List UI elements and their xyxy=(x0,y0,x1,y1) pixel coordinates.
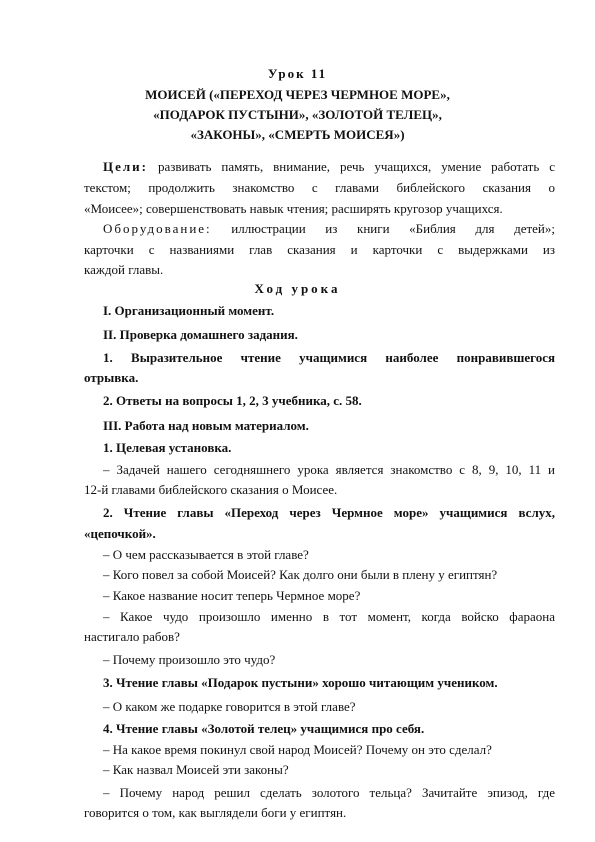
body-text-line: – Как назвал Моисей эти законы? xyxy=(103,762,289,777)
body-text-line: 12-й главами библейского сказания о Моисее. xyxy=(84,482,338,497)
body-text-line: настигало рабов? xyxy=(84,629,180,644)
body-text-line: – Кого повел за собой Моисей? Как долго они были в плену у египтян? xyxy=(103,567,498,582)
equipment-label: Оборудование: xyxy=(103,221,212,236)
body-text-line: – О чем рассказывается в этой главе? xyxy=(103,547,309,562)
progress-title: Ход урока xyxy=(254,281,341,296)
lesson-number: Урок 11 xyxy=(267,66,328,81)
section-heading-line: 1. Выразительное чтение учащимися наиболее понравившегося xyxy=(103,350,555,365)
section-heading-line: 4. Чтение главы «Золотой телец» учащимися про себя. xyxy=(103,721,425,736)
body-text-line: говорится о том, как выглядели боги у египтян. xyxy=(84,805,347,820)
section-heading-line: 2. Ответы на вопросы 1, 2, 3 учебника, с. 58. xyxy=(103,393,362,408)
body-text-line: – О каком же подарке говорится в этой главе? xyxy=(103,699,356,714)
equipment-line-2: карточки с названиями глав сказания и карточки с выдержками из xyxy=(84,242,555,257)
section-heading-line: отрывка. xyxy=(84,370,139,385)
equipment-line-3: каждой главы. xyxy=(84,262,164,277)
lesson-title-line-1: МОИСЕЙ («ПЕРЕХОД ЧЕРЕЗ ЧЕРМНОЕ МОРЕ», xyxy=(145,87,450,102)
goals-label: Цели: xyxy=(103,159,148,174)
body-text-line: – На какое время покинул свой народ Моисей? Почему он это сделал? xyxy=(103,742,492,757)
equipment-line-1 xyxy=(103,221,555,237)
body-text-line: – Какое название носит теперь Чермное море? xyxy=(103,588,361,603)
section-heading-line: I. Организационный момент. xyxy=(103,303,275,318)
goals-line-1 xyxy=(103,159,555,175)
section-heading-line: 1. Целевая установка. xyxy=(103,440,232,455)
body-text-line: – Какое чудо произошло именно в тот момент, когда войско фараона xyxy=(103,609,555,624)
goals-text-1: развивать память, внимание, речь учащихся, умение работать с xyxy=(157,159,555,174)
lesson-title-line-3: «ЗАКОНЫ», «СМЕРТЬ МОИСЕЯ») xyxy=(190,127,405,142)
section-heading-line: 3. Чтение главы «Подарок пустыни» хорошо читающим учеником. xyxy=(103,675,498,690)
body-text-line: – Почему народ решил сделать золотого тельца? Зачитайте эпизод, где xyxy=(103,785,555,800)
section-heading-line: III. Работа над новым материалом. xyxy=(103,418,309,433)
section-heading-line: II. Проверка домашнего задания. xyxy=(103,327,298,342)
body-text-line: – Задачей нашего сегодняшнего урока является знакомство с 8, 9, 10, 11 и xyxy=(103,462,555,477)
body-text-line: – Почему произошло это чудо? xyxy=(103,652,276,667)
lesson-title-line-2: «ПОДАРОК ПУСТЫНИ», «ЗОЛОТОЙ ТЕЛЕЦ», xyxy=(153,107,442,122)
section-heading-line: «цепочкой». xyxy=(84,526,156,541)
equipment-text-1: иллюстрации из книги «Библия для детей»; xyxy=(231,221,555,236)
goals-line-3: «Моисее»; совершенствовать навык чтения; расширять кругозор учащихся. xyxy=(84,201,503,216)
goals-line-2: текстом; продолжить знакомство с главами библейского сказания о xyxy=(84,180,555,195)
section-heading-line: 2. Чтение главы «Переход через Чермное море» учащимися вслух, xyxy=(103,505,555,520)
